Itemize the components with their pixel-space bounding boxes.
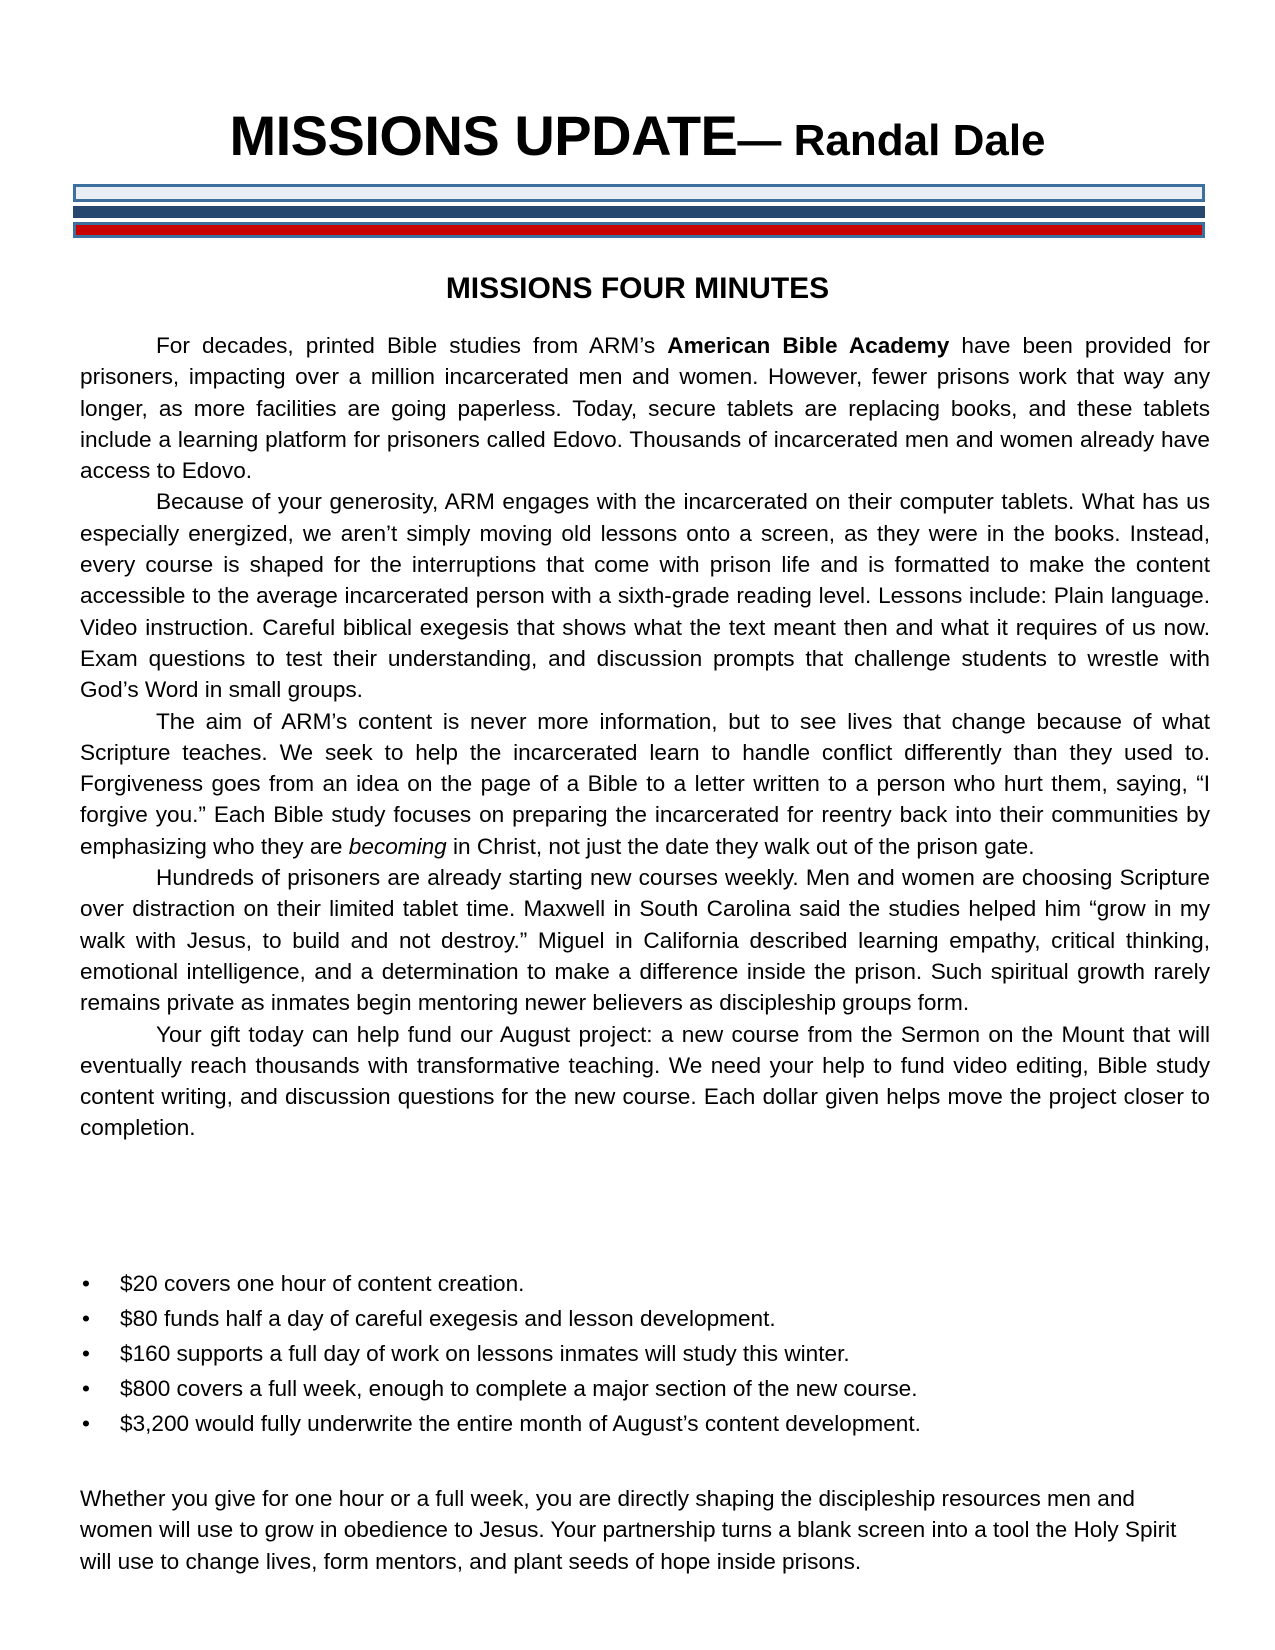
p1-text-a: For decades, printed Bible studies from ARM’s [156, 333, 668, 358]
title-main: MISSIONS UPDATE [229, 104, 738, 167]
bullet-icon: • [82, 1411, 90, 1436]
giving-list [80, 1269, 1210, 1444]
paragraph-2: Because of your generosity, ARM engages with the incarcerated on their computer tablets. What has us especially energized, we aren’t simply moving old lessons onto a screen, as they were in the books. Instead, every course is shaped for the interruptions that come with prison life and is formatted to make the content accessible to the average incarcerated person with a sixth-grade reading level. Lessons include: Plain language. Video instruction. Careful biblical exegesis that shows what the text meant then and what it requires of us now. Exam questions to test their understanding, and discussion prompts that challenge students to wrestle with God’s Word in small groups. [80, 489, 1210, 703]
list-item [80, 1374, 1210, 1409]
bullet-icon: • [82, 1271, 90, 1296]
p1-text-b: have been provided for prisoners, impacting over a million incarcerated men and women. However, fewer prisons work that way any longer, as more facilities are going paperless. Today, secure tablets are replacing books, and these tablets include a learning platform for prisoners called Edovo. Thousands of incarcerated men and women already have access to Edovo. [80, 333, 1211, 484]
rule-dark [73, 206, 1205, 218]
title-author: Randal Dale [793, 116, 1046, 165]
paragraph-4: Hundreds of prisoners are already starting new courses weekly. Men and women are choosing Scripture over distraction on their limited tablet time. Maxwell in South Carolina said the studies helped him “grow in my walk with Jesus, to build and not destroy.” Miguel in California described learning empathy, critical thinking, emotional intelligence, and a determination to make a difference inside the prison. Such spiritual growth rarely remains private as inmates begin mentoring newer believers as discipleship groups form. [80, 865, 1210, 1016]
rule-red [73, 222, 1205, 238]
p3-text-a: The aim of ARM’s content is never more information, but to see lives that change because of what Scripture teaches. We seek to help the incarcerated learn to handle conflict differently than they used to. Forgiveness goes from an idea on the page of a Bible to a letter written to a person who hurt them, saying, “I forgive you.” Each Bible study focuses on preparing the incarcerated for reentry back into their communities by emphasizing who they are [80, 708, 1210, 859]
rule-light [73, 184, 1205, 202]
list-item [80, 1269, 1210, 1304]
article-body [80, 330, 1210, 1144]
list-item [80, 1304, 1210, 1339]
paragraph-5: Your gift today can help fund our August project: a new course from the Sermon on the Mount that will eventually reach thousands with transformative teaching. We need your help to fund video editing, Bible study content writing, and discussion questions for the new course. Each dollar given helps move the project closer to completion. [80, 1021, 1210, 1141]
page-title [0, 104, 1275, 167]
p3-text-b: in Christ, not just the date they walk out of the prison gate. [446, 833, 1035, 859]
paragraph-1 [80, 330, 1210, 486]
list-item [80, 1339, 1210, 1374]
closing-paragraph: Whether you give for one hour or a full week, you are directly shaping the discipleship resources men and women will use to grow in obedience to Jesus. Your partnership turns a blank screen into a tool the Holy Spirit will use to change lives, form mentors, and plant seeds of hope inside prisons. [80, 1486, 1177, 1574]
list-item-text: $20 covers one hour of content creation. [120, 1271, 525, 1296]
list-item [80, 1409, 1210, 1444]
list-item-text: $800 covers a full week, enough to complete a major section of the new course. [120, 1376, 918, 1401]
section-heading: MISSIONS FOUR MINUTES [445, 272, 830, 305]
p3-italic: becoming [348, 833, 447, 859]
bullet-icon: • [82, 1306, 90, 1331]
bullet-icon: • [82, 1341, 90, 1366]
bullet-icon: • [82, 1376, 90, 1401]
title-separator: — [737, 116, 794, 165]
list-item-text: $160 supports a full day of work on lessons inmates will study this winter. [120, 1341, 850, 1366]
list-item-text: $80 funds half a day of careful exegesis and lesson development. [120, 1306, 776, 1331]
list-item-text: $3,200 would fully underwrite the entire month of August’s content development. [120, 1411, 921, 1436]
header-rules [73, 184, 1205, 238]
paragraph-3 [80, 706, 1210, 862]
p1-bold: American Bible Academy [667, 333, 950, 358]
